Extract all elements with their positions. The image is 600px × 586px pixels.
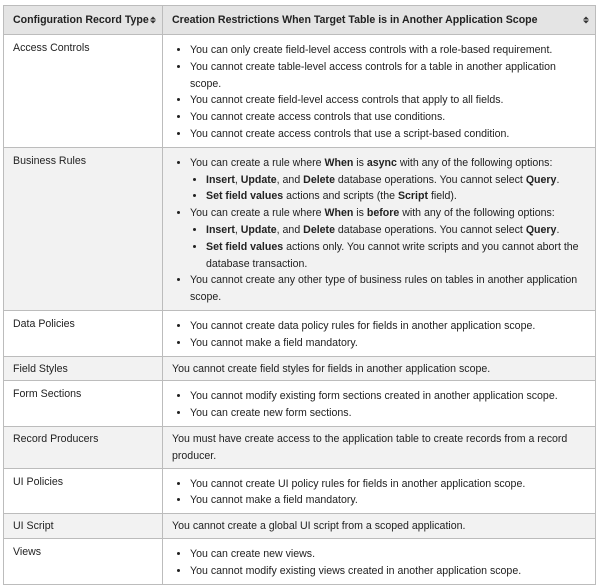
sub-list-item: • Insert, Update, and Delete database operations. You cannot select Query. (206, 222, 587, 239)
table-row (4, 426, 596, 468)
list-item: • You can only create field-level access controls with a role-based requirement. (190, 42, 587, 59)
list-item: • You cannot make a field mandatory. (190, 335, 587, 352)
restrictions-cell (163, 381, 596, 427)
table-row (4, 514, 596, 539)
list-item: • You can create a rule where When is async with any of the following options: • Insert, Update, and Delete database operations. You cannot select Query. • Set field values actions and scripts (the Script field). (190, 155, 587, 205)
list-item: • You cannot modify existing form sections created in another application scope. (190, 388, 587, 405)
list-item: • You can create new views. (190, 546, 587, 563)
list-item: • You cannot create access controls that use a script-based condition. (190, 126, 587, 143)
restriction-list (172, 155, 587, 306)
restriction-list (172, 42, 587, 143)
sort-icon[interactable] (150, 17, 156, 24)
table-row (4, 147, 596, 310)
restrictions-cell (163, 35, 596, 148)
restrictions-cell (163, 538, 596, 584)
sub-list-item: • Set field values actions and scripts (the Script field). (206, 188, 587, 205)
column-header-label: Creation Restrictions When Target Table is in Another Application Scope (172, 13, 538, 26)
restrictions-cell: You must have create access to the application table to create records from a record producer. (163, 426, 596, 468)
restrictions-cell: You cannot create a global UI script from a scoped application. (163, 514, 596, 539)
list-item: • You cannot create data policy rules for fields in another application scope. (190, 318, 587, 335)
sub-list-item: • Set field values actions only. You cannot write scripts and you cannot abort the database transaction. (206, 239, 587, 273)
restriction-list (172, 546, 587, 580)
table-row (4, 538, 596, 584)
header-row (4, 6, 596, 35)
record-type-cell: UI Policies (4, 468, 163, 514)
restrictions-cell (163, 147, 596, 310)
sub-list-item: • Insert, Update, and Delete database operations. You cannot select Query. (206, 172, 587, 189)
column-header-label: Configuration Record Type (13, 13, 149, 26)
sub-list (190, 172, 587, 206)
restrictions-cell (163, 310, 596, 356)
list-item: • You can create new form sections. (190, 405, 587, 422)
column-header-record-type[interactable] (4, 6, 163, 35)
record-type-cell: Views (4, 538, 163, 584)
restriction-list (172, 318, 587, 352)
list-item: • You cannot create any other type of business rules on tables in another application scope. (190, 272, 587, 306)
sub-list (190, 222, 587, 272)
record-type-cell: UI Script (4, 514, 163, 539)
restriction-list (172, 388, 587, 422)
record-type-cell: Field Styles (4, 356, 163, 381)
list-item: • You cannot create access controls that use conditions. (190, 109, 587, 126)
restriction-list (172, 476, 587, 510)
list-item: • You can create a rule where When is before with any of the following options: • Insert, Update, and Delete database operations. You cannot select Query. • Set field values actions only. You cannot write scripts and you cannot abort the database transaction. (190, 205, 587, 272)
restrictions-cell: You cannot create field styles for fields in another application scope. (163, 356, 596, 381)
column-header-restrictions[interactable] (163, 6, 596, 35)
record-type-cell: Access Controls (4, 35, 163, 148)
table-row (4, 310, 596, 356)
list-item: • You cannot modify existing views created in another application scope. (190, 563, 587, 580)
record-type-cell: Record Producers (4, 426, 163, 468)
record-type-cell: Form Sections (4, 381, 163, 427)
list-item: • You cannot create field-level access controls that apply to all fields. (190, 92, 587, 109)
table-row (4, 468, 596, 514)
table-row (4, 356, 596, 381)
sort-icon[interactable] (583, 17, 589, 24)
list-item: • You cannot create table-level access controls for a table in another application scope. (190, 59, 587, 93)
restrictions-cell (163, 468, 596, 514)
list-item: • You cannot create UI policy rules for fields in another application scope. (190, 476, 587, 493)
record-type-cell: Data Policies (4, 310, 163, 356)
table-row (4, 381, 596, 427)
restrictions-table (3, 5, 596, 585)
table-row (4, 35, 596, 148)
record-type-cell: Business Rules (4, 147, 163, 310)
list-item: • You cannot make a field mandatory. (190, 492, 587, 509)
